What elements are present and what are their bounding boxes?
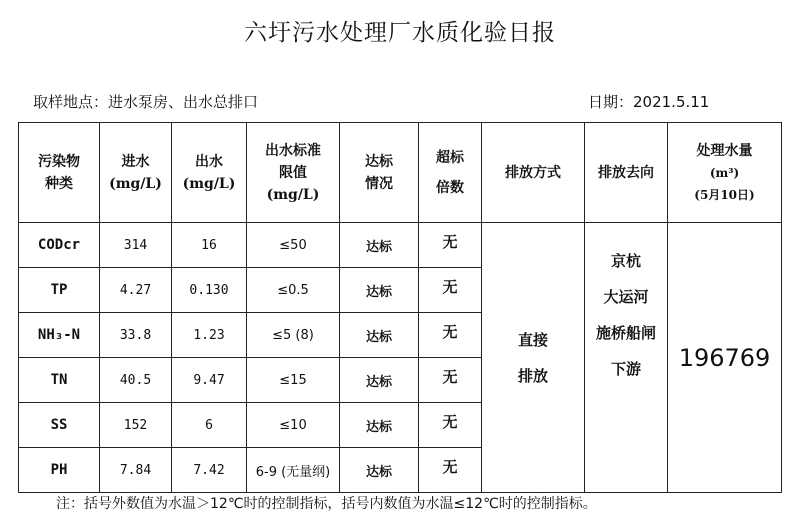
row-limit: ≤15 xyxy=(247,358,340,403)
row-inlet: 314 xyxy=(100,223,172,268)
row-item: PH xyxy=(19,448,100,493)
header-item: 污染物 种类 xyxy=(19,123,100,223)
row-exceed: 无 xyxy=(419,358,482,403)
row-item: NH₃-N xyxy=(19,313,100,358)
row-item: SS xyxy=(19,403,100,448)
header-exceed: 超标 倍数 xyxy=(419,123,482,223)
row-exceed: 无 xyxy=(419,268,482,313)
header-volume: 处理水量 (m³) (5月10日) xyxy=(668,123,782,223)
row-limit: ≤10 xyxy=(247,403,340,448)
row-exceed: 无 xyxy=(419,448,482,493)
header-inlet: 进水 (mg/L) xyxy=(100,123,172,223)
row-inlet: 4.27 xyxy=(100,268,172,313)
row-status: 达标 xyxy=(340,268,419,313)
header-row xyxy=(19,123,782,223)
row-status: 达标 xyxy=(340,403,419,448)
row-limit: ≤5 (8) xyxy=(247,313,340,358)
table-row xyxy=(19,223,782,268)
row-outlet: 6 xyxy=(172,403,247,448)
header-discharge-direction: 排放去向 xyxy=(585,123,668,223)
water-quality-table xyxy=(18,122,782,493)
footnote: 注：括号外数值为水温＞12℃时的控制指标，括号内数值为水温≤12℃时的控制指标。 xyxy=(56,496,597,512)
row-status: 达标 xyxy=(340,313,419,358)
row-limit: ≤0.5 xyxy=(247,268,340,313)
row-status: 达标 xyxy=(340,358,419,403)
discharge-method: 直接 排放 xyxy=(482,223,585,493)
sampling-location: 取样地点：进水泵房、出水总排口 xyxy=(33,93,259,111)
treated-volume: 196769 xyxy=(668,223,782,493)
row-item: CODcr xyxy=(19,223,100,268)
row-outlet: 0.130 xyxy=(172,268,247,313)
row-outlet: 9.47 xyxy=(172,358,247,403)
report-date: 日期：2021.5.11 xyxy=(588,93,710,111)
row-limit: ≤50 xyxy=(247,223,340,268)
report-title: 六圩污水处理厂水质化验日报 xyxy=(244,20,556,46)
row-inlet: 33.8 xyxy=(100,313,172,358)
row-exceed: 无 xyxy=(419,313,482,358)
row-exceed: 无 xyxy=(419,223,482,268)
header-outlet: 出水 (mg/L) xyxy=(172,123,247,223)
row-exceed: 无 xyxy=(419,403,482,448)
discharge-direction: 京杭 大运河 施桥船闸 下游 xyxy=(585,223,668,493)
row-status: 达标 xyxy=(340,448,419,493)
row-outlet: 7.42 xyxy=(172,448,247,493)
row-inlet: 7.84 xyxy=(100,448,172,493)
row-outlet: 16 xyxy=(172,223,247,268)
header-status: 达标 情况 xyxy=(340,123,419,223)
header-discharge-method: 排放方式 xyxy=(482,123,585,223)
row-item: TP xyxy=(19,268,100,313)
header-limit: 出水标准 限值 (mg/L) xyxy=(247,123,340,223)
row-item: TN xyxy=(19,358,100,403)
row-status: 达标 xyxy=(340,223,419,268)
row-inlet: 152 xyxy=(100,403,172,448)
row-limit: 6-9 (无量纲) xyxy=(247,448,340,493)
row-inlet: 40.5 xyxy=(100,358,172,403)
row-outlet: 1.23 xyxy=(172,313,247,358)
